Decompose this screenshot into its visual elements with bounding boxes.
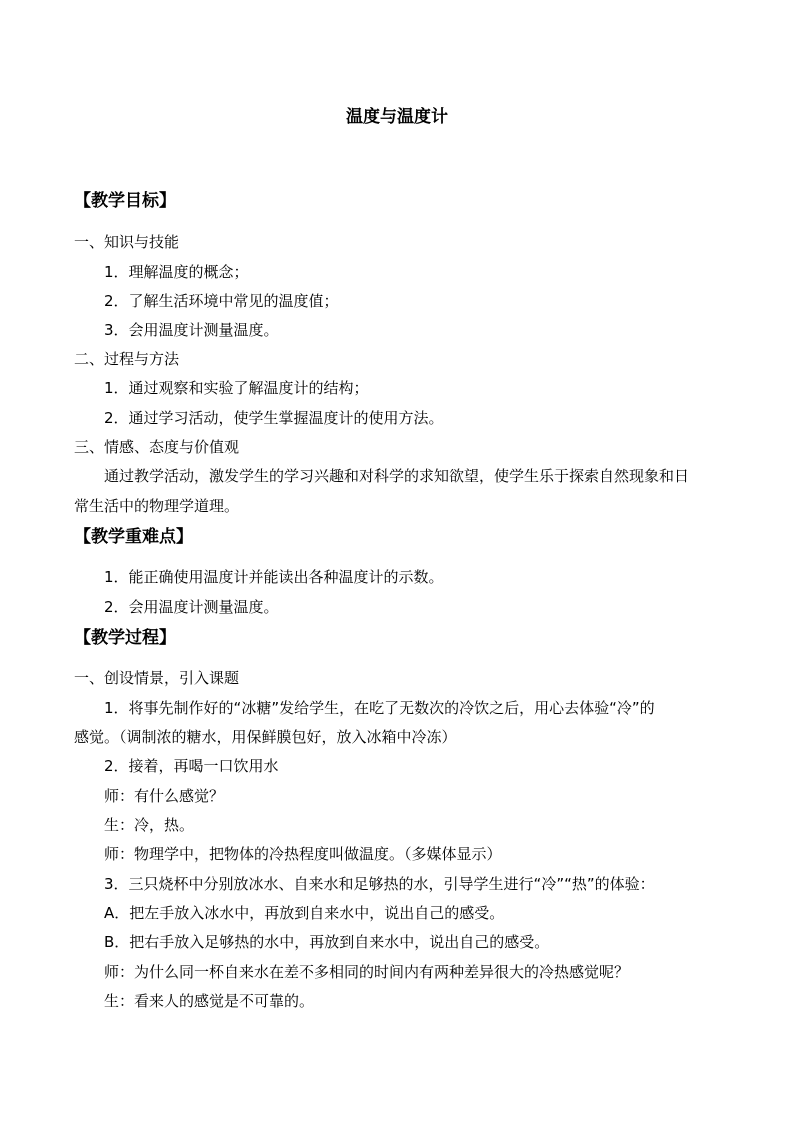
list-item: 1．能正确使用温度计并能读出各种温度计的示数。 xyxy=(104,568,444,586)
paragraph-line: 感觉。（调制浓的糖水，用保鲜膜包好，放入冰箱中冷冻） xyxy=(74,728,457,746)
dialogue-line: 生：冷，热。 xyxy=(104,816,195,834)
paragraph-line: 3．三只烧杯中分别放冰水、自来水和足够热的水，引导学生进行“冷”“热”的体验： xyxy=(104,875,655,893)
dialogue-line: 生：看来人的感觉是不可靠的。 xyxy=(104,992,315,1010)
dialogue-line: 师：为什么同一杯自来水在差不多相同的时间内有两种差异很大的冷热感觉呢？ xyxy=(104,963,630,981)
objectives-part3-label: 三、情感、态度与价值观 xyxy=(74,438,240,456)
list-item: 2．会用温度计测量温度。 xyxy=(104,598,279,616)
list-item: 2．通过学习活动，使学生掌握温度计的使用方法。 xyxy=(104,409,444,427)
objectives-part1-label: 一、知识与技能 xyxy=(74,233,180,251)
list-item: 2．了解生活环境中常见的温度值； xyxy=(104,292,339,310)
paragraph-line: 通过教学活动，激发学生的学习兴趣和对科学的求知欲望，使学生乐于探索自然现象和日 xyxy=(104,467,690,485)
key-points-heading: 【教学重难点】 xyxy=(74,527,193,547)
paragraph-line: A．把左手放入冰水中，再放到自来水中，说出自己的感受。 xyxy=(104,904,505,922)
process-part1-label: 一、创设情景，引入课题 xyxy=(74,669,240,687)
paragraph-line: 常生活中的物理学道理。 xyxy=(74,497,240,515)
process-heading: 【教学过程】 xyxy=(74,628,176,648)
objectives-part2-label: 二、过程与方法 xyxy=(74,350,180,368)
list-item: 1．通过观察和实验了解温度计的结构； xyxy=(104,379,369,397)
dialogue-line: 师：物理学中，把物体的冷热程度叫做温度。（多媒体显示） xyxy=(104,845,502,863)
list-item: 3．会用温度计测量温度。 xyxy=(104,321,279,339)
dialogue-line: 师：有什么感觉？ xyxy=(104,787,225,805)
paragraph-line: 1．将事先制作好的“冰糖”发给学生，在吃了无数次的冷饮之后，用心去体验“冷”的 xyxy=(104,699,655,717)
list-item: 1．理解温度的概念； xyxy=(104,263,249,281)
objectives-heading: 【教学目标】 xyxy=(74,191,176,211)
paragraph-line: 2．接着，再喝一口饮用水 xyxy=(104,757,279,775)
page-title: 温度与温度计 xyxy=(346,107,448,127)
paragraph-line: B．把右手放入足够热的水中，再放到自来水中，说出自己的感受。 xyxy=(104,933,550,951)
